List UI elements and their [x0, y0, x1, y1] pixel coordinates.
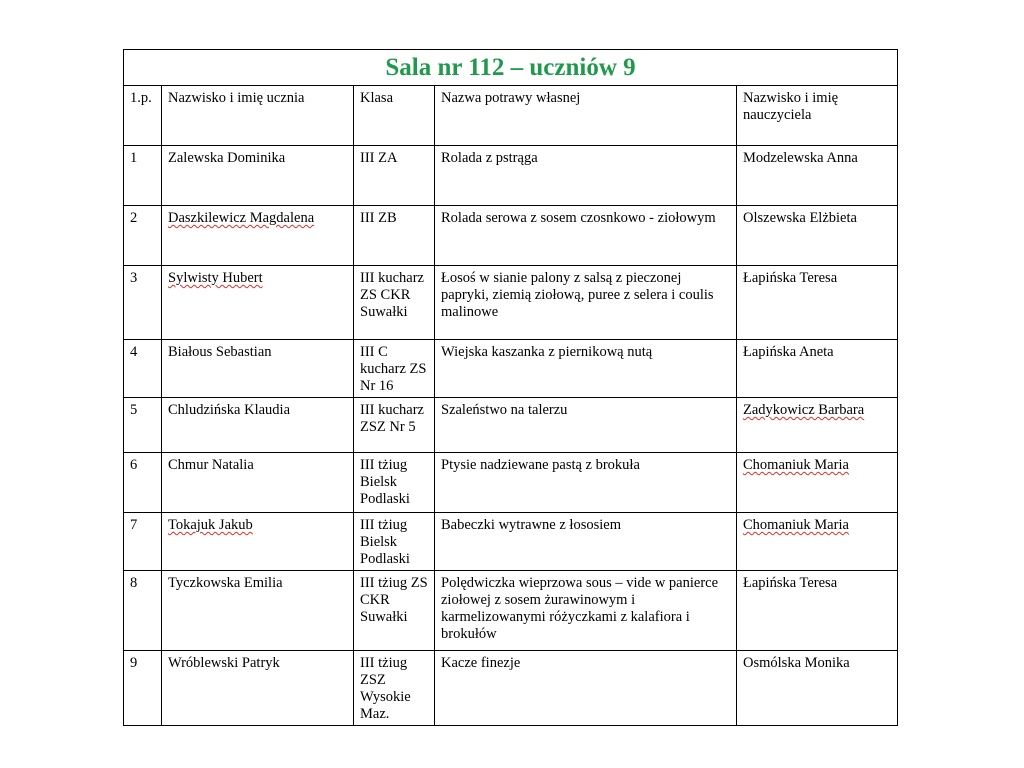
cell-potrawa: Rolada serowa z sosem czosnkowo - ziołowym: [435, 206, 737, 266]
cell-student: Chludzińska Klaudia: [162, 398, 354, 453]
table-row: [124, 206, 898, 266]
header-potrawa: Nazwa potrawy własnej: [435, 86, 737, 146]
cell-lp: 4: [124, 340, 162, 398]
cell-lp: 1: [124, 146, 162, 206]
cell-student: Białous Sebastian: [162, 340, 354, 398]
student-name: Daszkilewicz Magdalena: [168, 210, 315, 226]
header-student: Nazwisko i imię ucznia: [162, 86, 354, 146]
cell-potrawa: Ptysie nadziewane pastą z brokuła: [435, 453, 737, 513]
cell-klasa: III ZA: [354, 146, 435, 206]
table-row: [124, 571, 898, 651]
cell-lp: 3: [124, 266, 162, 340]
cell-potrawa: Łosoś w sianie palony z salsą z pieczonej papryki, ziemią ziołową, puree z selera i coulis malinowe: [435, 266, 737, 340]
cell-klasa: III tżiug ZS CKR Suwałki: [354, 571, 435, 651]
cell-nauczyciel: Osmólska Monika: [737, 651, 898, 726]
cell-klasa: III C kucharz ZS Nr 16: [354, 340, 435, 398]
title-row: [124, 50, 898, 86]
cell-nauczyciel: Olszewska Elżbieta: [737, 206, 898, 266]
table-row: [124, 340, 898, 398]
participants-table: [123, 49, 898, 726]
cell-lp: 2: [124, 206, 162, 266]
table-title: Sala nr 112 – uczniów 9: [124, 50, 898, 86]
cell-klasa: III tżiug ZSZ Wysokie Maz.: [354, 651, 435, 726]
teacher-name: Chomaniuk Maria: [743, 517, 849, 533]
cell-potrawa: Rolada z pstrąga: [435, 146, 737, 206]
header-row: [124, 86, 898, 146]
cell-student: Zalewska Dominika: [162, 146, 354, 206]
cell-nauczyciel: Łapińska Teresa: [737, 266, 898, 340]
cell-student: [162, 513, 354, 571]
cell-potrawa: Szaleństwo na talerzu: [435, 398, 737, 453]
teacher-name: Zadykowicz Barbara: [743, 402, 865, 418]
cell-lp: 8: [124, 571, 162, 651]
header-nauczyciel: Nazwisko i imię nauczyciela: [737, 86, 898, 146]
cell-potrawa: Polędwiczka wieprzowa sous – vide w panierce ziołowej z sosem żurawinowym i karmelizowanymi różyczkami z kalafiora i brokułów: [435, 571, 737, 651]
cell-lp: 9: [124, 651, 162, 726]
table-row: [124, 513, 898, 571]
teacher-name: Chomaniuk Maria: [743, 457, 849, 473]
cell-nauczyciel: Modzelewska Anna: [737, 146, 898, 206]
cell-potrawa: Kacze finezje: [435, 651, 737, 726]
cell-nauczyciel: [737, 398, 898, 453]
student-name: Sylwisty Hubert: [168, 270, 263, 286]
table-row: [124, 651, 898, 726]
cell-klasa: III kucharz ZSZ Nr 5: [354, 398, 435, 453]
cell-student: Wróblewski Patryk: [162, 651, 354, 726]
cell-klasa: III kucharz ZS CKR Suwałki: [354, 266, 435, 340]
cell-student: Tyczkowska Emilia: [162, 571, 354, 651]
cell-student: Chmur Natalia: [162, 453, 354, 513]
cell-student: [162, 206, 354, 266]
cell-klasa: III ZB: [354, 206, 435, 266]
table-row: [124, 146, 898, 206]
cell-potrawa: Babeczki wytrawne z łososiem: [435, 513, 737, 571]
header-lp: 1.p.: [124, 86, 162, 146]
table-row: [124, 453, 898, 513]
header-klasa: Klasa: [354, 86, 435, 146]
cell-potrawa: Wiejska kaszanka z piernikową nutą: [435, 340, 737, 398]
cell-klasa: III tżiug Bielsk Podlaski: [354, 513, 435, 571]
cell-nauczyciel: Łapińska Teresa: [737, 571, 898, 651]
cell-lp: 5: [124, 398, 162, 453]
cell-nauczyciel: [737, 513, 898, 571]
cell-lp: 6: [124, 453, 162, 513]
cell-nauczyciel: Łapińska Aneta: [737, 340, 898, 398]
cell-nauczyciel: [737, 453, 898, 513]
cell-student: [162, 266, 354, 340]
student-name: Tokajuk Jakub: [168, 517, 253, 533]
cell-lp: 7: [124, 513, 162, 571]
table-row: [124, 266, 898, 340]
table-row: [124, 398, 898, 453]
cell-klasa: III tżiug Bielsk Podlaski: [354, 453, 435, 513]
